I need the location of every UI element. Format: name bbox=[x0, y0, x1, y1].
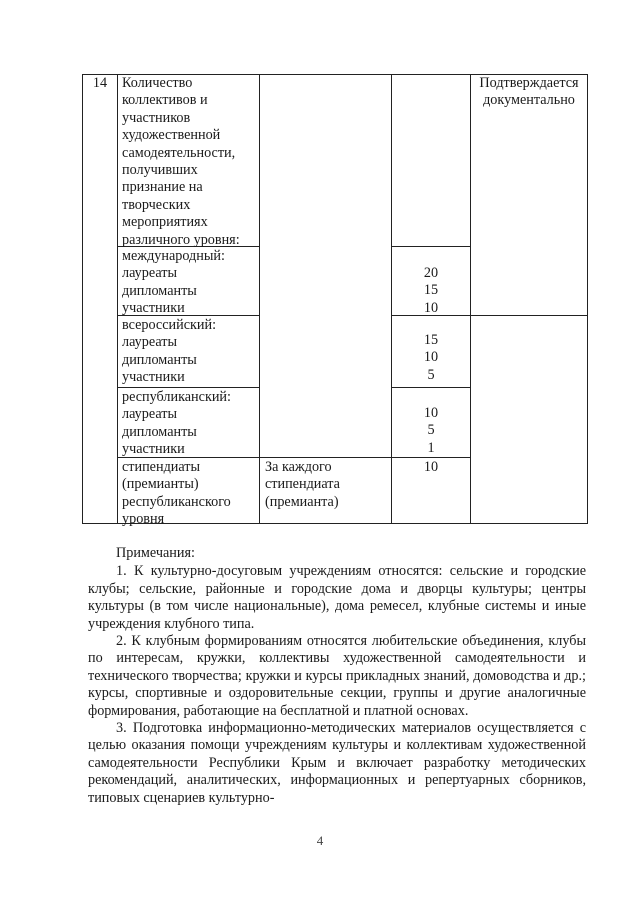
criterion-text: Количество коллективов и участников художественной самодеятельности, получивших признание на творческих мероприятиях различного уровня: bbox=[122, 75, 240, 248]
level-russian-points: 15 10 5 bbox=[423, 332, 439, 383]
confirmation-note: Подтверждается документально bbox=[479, 75, 579, 109]
notes-section bbox=[88, 545, 586, 807]
level-stipend-points: 10 bbox=[423, 459, 439, 475]
level-republic-label: республиканский: лауреаты дипломанты участники bbox=[122, 389, 231, 458]
level-stipend-label: стипендиаты (премианты) республиканского уровня bbox=[122, 459, 231, 528]
row-line-3 bbox=[117, 387, 259, 388]
level-republic-points: 10 5 1 bbox=[423, 405, 439, 456]
level-international-label: международный: лауреаты дипломанты участники bbox=[122, 248, 225, 317]
column-line-4 bbox=[470, 74, 471, 524]
row-line-1b bbox=[391, 246, 470, 247]
note-item-3: 3. Подготовка информационно-методических материалов осуществляется с целью оказания помощи учреждениям культуры и коллективам художественной самодеятельности Республики Крым и включает разработку методических рекомендаций, аналитических, информационных и репертуарных сборников, типовых сценариев культурно- bbox=[88, 720, 586, 806]
level-stipend-unit: За каждого стипендиата (премианта) bbox=[265, 459, 340, 510]
level-international-points: 20 15 10 bbox=[423, 265, 439, 316]
note-item-1: 1. К культурно-досуговым учреждениям относятся: сельские и городские клубы; сельские, районные и городские дома и дворцы культуры; центры культуры (в том числе национальные), дома ремесел, клубные системы и иные учреждения клубного типа. bbox=[88, 563, 586, 632]
table-border-left bbox=[82, 74, 83, 524]
level-russian-label: всероссийский: лауреаты дипломанты участники bbox=[122, 317, 217, 386]
criteria-table bbox=[82, 74, 588, 528]
note-item-2: 2. К клубным формированиям относятся любительские объединения, клубы по интересам, кружки, коллективы художественной самодеятельности и технического творчества; кружки и курсы прикладных знаний, домоводства и др.; курсы, спортивные и оздоровительные секции, группы и другие аналогичные формирования, работающие на бесплатной и платной основах. bbox=[88, 633, 586, 719]
page-number: 4 bbox=[316, 833, 324, 848]
row-line-3b bbox=[391, 387, 470, 388]
notes-heading: Примечания: bbox=[116, 545, 195, 561]
row-number: 14 bbox=[92, 75, 108, 91]
table-border-right bbox=[587, 74, 588, 524]
